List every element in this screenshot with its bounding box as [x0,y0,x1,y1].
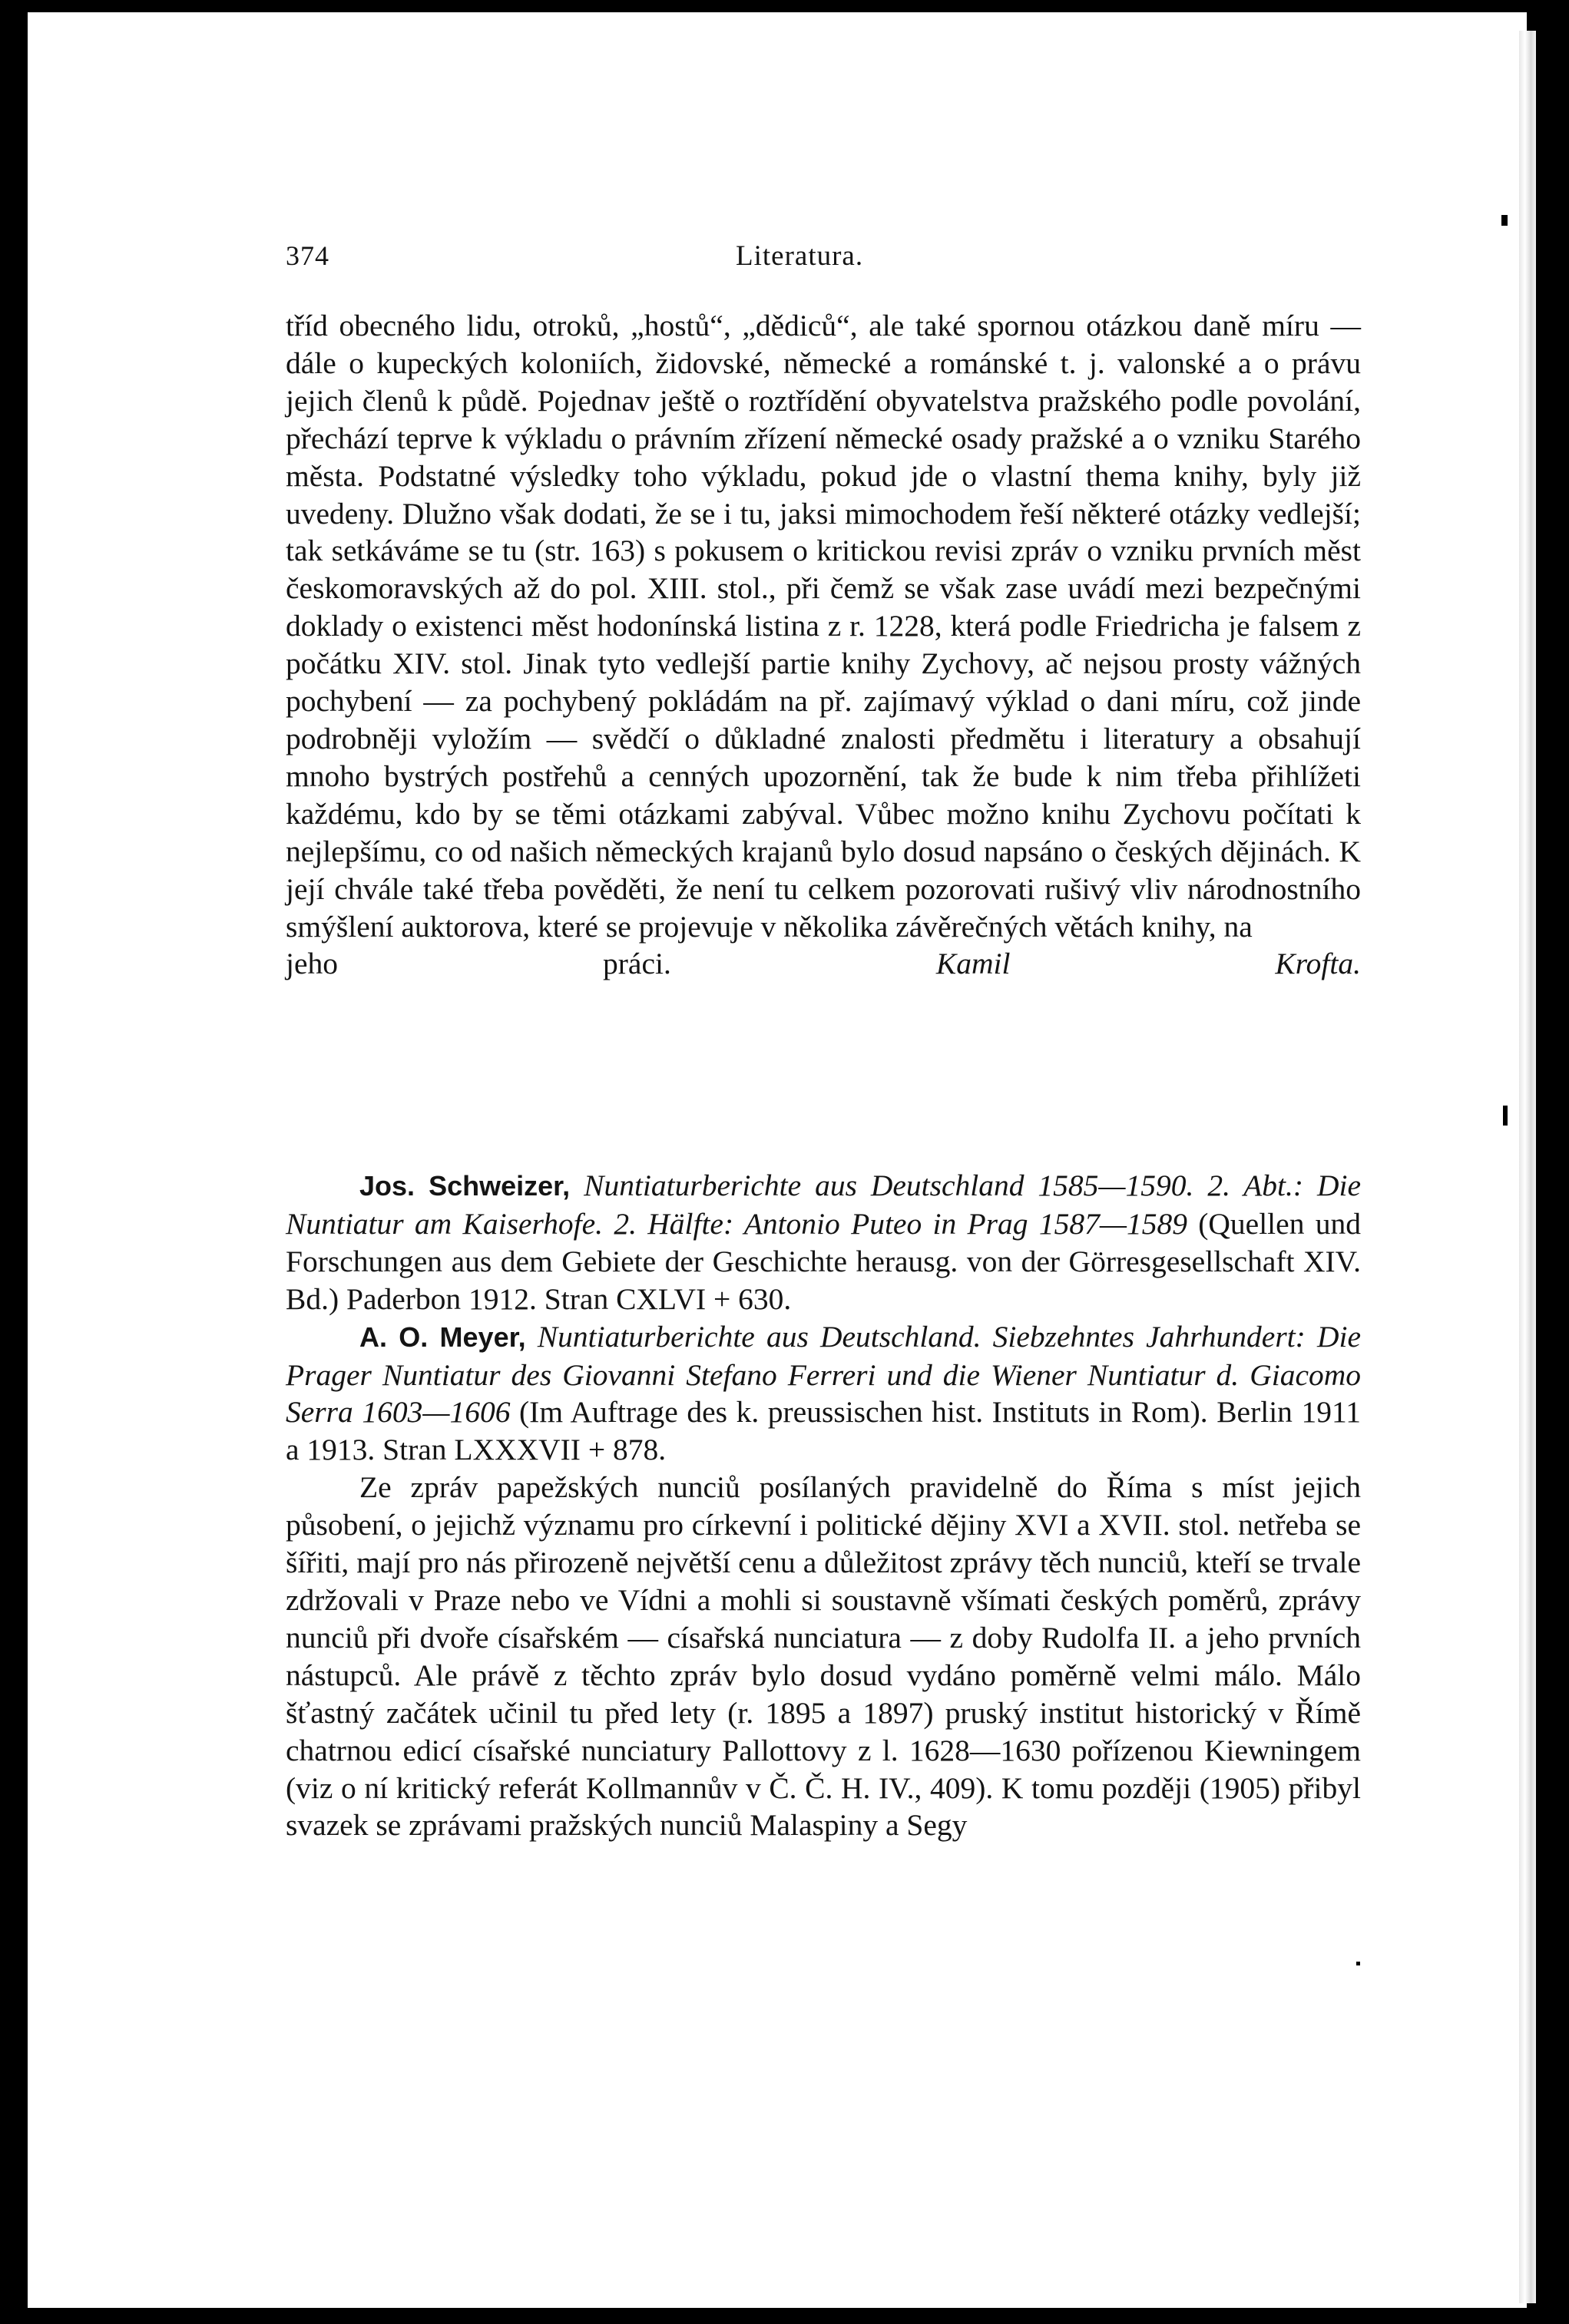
scan-mark [1501,215,1508,226]
review-kamil-krofta [286,307,1361,983]
entry-author: A. O. Meyer, [359,1321,526,1353]
page-edge [1519,31,1536,2303]
reviewer-signature: Kamil Krofta. [935,947,1362,981]
entry-author: Jos. Schweizer, [359,1170,571,1202]
review-closing-line [286,945,1361,983]
review-paragraph: tříd obecného lidu, otroků, „hostů“, „dědiců“, ale také spornou otázkou daně míru — dále o kupeckých koloniích, židovské, německé a románské t. j. valonské a o právu jejich členů k půdě. Pojednav ještě o roztřídění obyvatelstva pražského podle povolání, přechází teprve k výkladu o právním zřízení německé osady pražské a o vzniku Starého města. Podstatné výsledky toho výkladu, pokud jde o vlastní thema knihy, byly již uvedeny. Dlužno však dodati, že se i tu, jaksi mimochodem řeší některé otázky vedlejší; tak setkáváme se tu (str. 163) s pokusem o kritickou revisi zpráv o vzniku prvních měst českomoravských až do pol. XIII. stol., při čemž se však zase uvádí mezi bezpečnými doklady o existenci měst hodonínská listina z r. 1228, která podle Friedricha je falsem z počátku XIV. stol. Jinak tyto vedlejší partie knihy Zychovy, ač nejsou prosty vážných pochybení — za pochybený pokládám na př. zajímavý výklad o dani míru, což jinde podrobněji vyložím — svědčí o důkladné znalosti předmětu i literatury a obsahují mnoho bystrých postřehů a cenných upozornění, tak že bude k nim třeba přihlížeti každému, kdo by se těmi otázkami zabýval. Vůbec možno knihu Zychovu počítati k nejlepšímu, co od našich německých krajanů bylo dosud napsáno o českých dějinách. K její chvále také třeba pověděti, že není tu celkem pozorovati rušivý vliv národnostního smýšlení auktorova, které se projevuje v několika závěrečných větách knihy, na [286,309,1361,944]
page-number: 374 [286,240,329,271]
entry-details: (Im Auftrage des k. preussischen hist. Instituts in Rom). Berlin 1911 a 1913. Stran LXXXVII + 878. [286,1395,1362,1467]
running-head [286,233,1361,279]
scan-mark [1356,1962,1360,1965]
bibliography-entry [286,1318,1361,1469]
entry-details: (Quellen und Forschungen aus dem Gebiete der Geschichte herausg. von der Görresgesellschaft XIV. Bd.) Paderbon 1912. Stran CXLVI + 630. [286,1206,1361,1316]
scan-mark [1503,1106,1508,1126]
reviewed-works-section [286,1167,1361,1844]
running-title: Literatura. [736,240,864,272]
entry-title: Nuntiaturberichte aus Deutschland 1585—1590. 2. Abt.: Die Nuntiatur am Kaiserhofe. 2. Hälfte: Antonio Puteo in Prag 1587—1589 [286,1169,1361,1241]
review-paragraph: Ze zpráv papežských nunciů posílaných pravidelně do Říma s míst jejich působení, o jejichž významu pro církevní i politické dějiny XVI a XVII. stol. netřeba se šířiti, mají pro nás přirozeně největší cenu a důležitost zprávy těch nunciů, kteří se trvale zdržovali v Praze nebo ve Vídni a mohli si soustavně všímati českých poměrů, zprávy nunciů při dvoře císařském — císařská nunciatura — z doby Rudolfa II. a jeho prvních nástupců. Ale právě z těchto zpráv bylo dosud vydáno poměrně velmi málo. Málo šťastný začátek učinil tu před lety (r. 1895 a 1897) pruský institut historický v Římě chatrnou edicí císařské nunciatury Pallottovy z l. 1628—1630 pořízenou Kiewningem (viz o ní kritický referát Kollmannův v Č. Č. H. IV., 409). K tomu později (1905) přibyl svazek se zprávami pražských nunciů Malaspiny a Segy [286,1470,1361,1843]
bibliography-entry [286,1167,1361,1318]
closing-words: jeho práci. [286,947,671,981]
entry-title: Nuntiaturberichte aus Deutschland. Siebzehntes Jahrhundert: Die Prager Nuntiatur des Giovanni Stefano Ferreri und die Wiener Nuntiatur d. Giacomo Serra 1603—1606 [286,1319,1362,1430]
